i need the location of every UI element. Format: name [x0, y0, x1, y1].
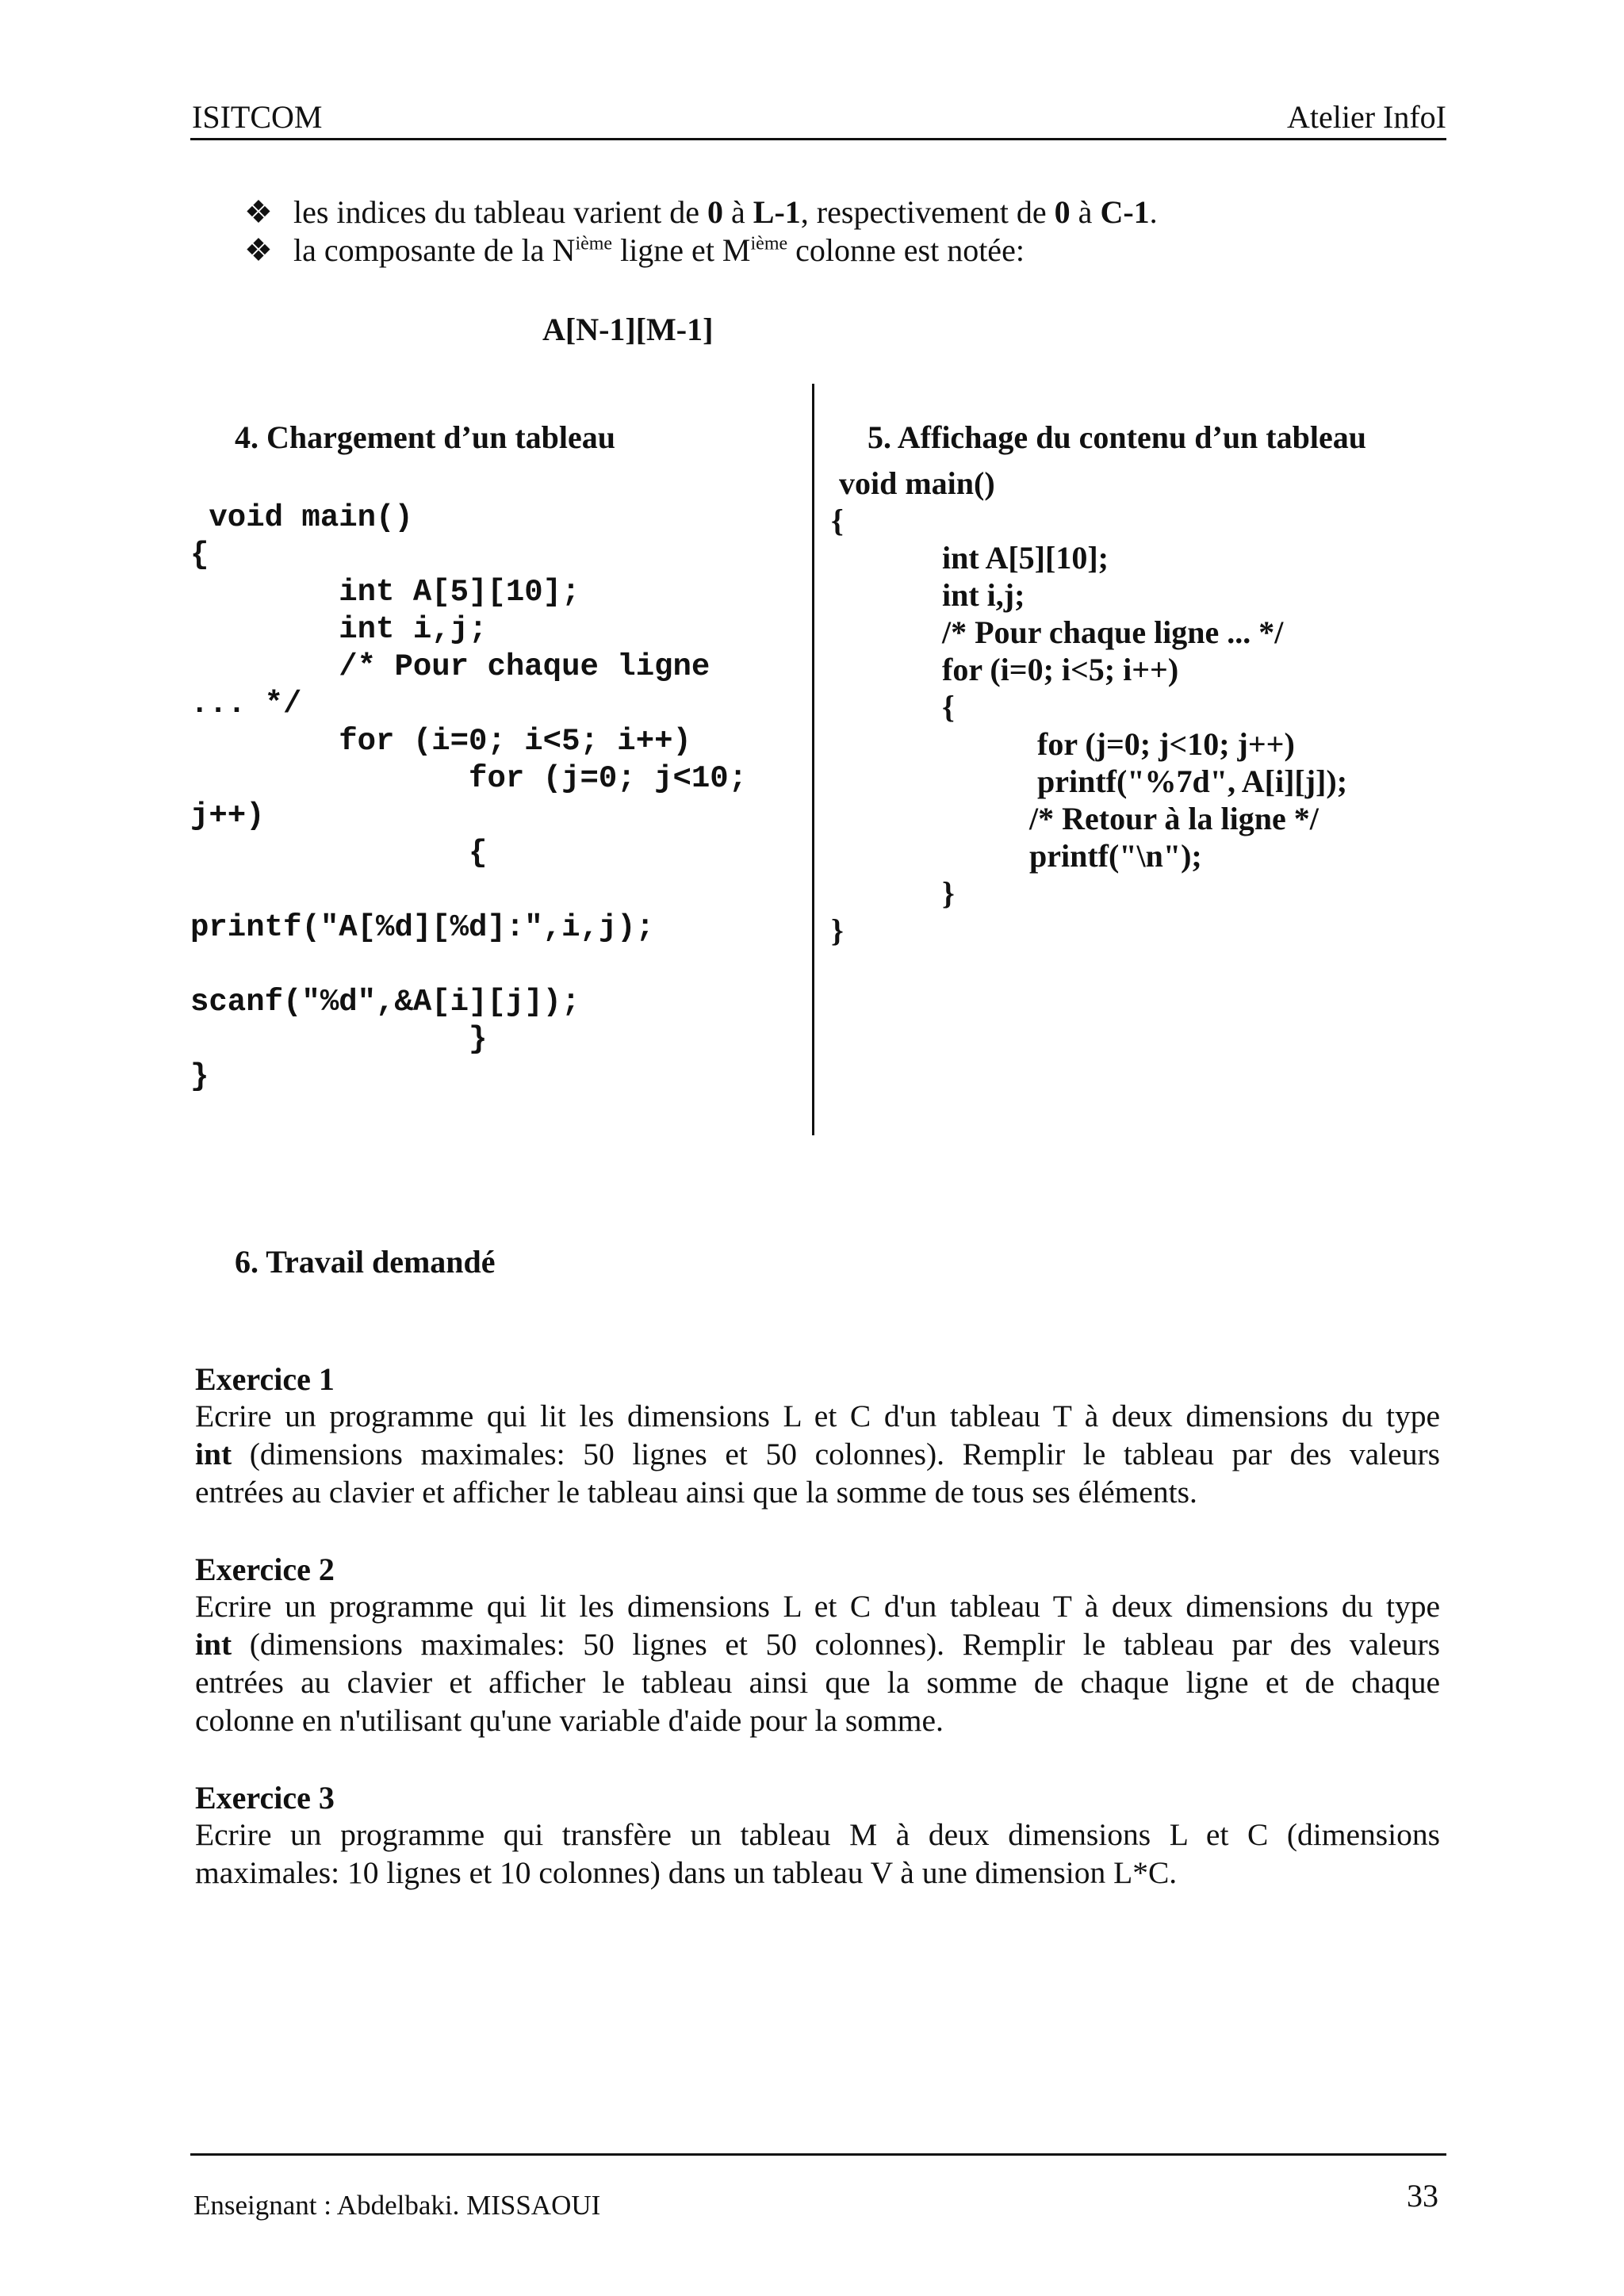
- section6-title: 6. Travail demandé: [235, 1244, 496, 1280]
- bullet-text-part: ième: [750, 233, 788, 254]
- code-line: for (j=0; j<10;: [190, 761, 748, 796]
- section4-code: [190, 499, 747, 1096]
- code-line: }: [190, 1022, 488, 1057]
- section4-title: 4. Chargement d’un tableau: [235, 419, 616, 455]
- bullet-text-part: ième: [575, 233, 613, 254]
- paragraph-text: Ecrire un programme qui lit les dimensions L et C d'un tableau T à deux dimensions du type: [195, 1399, 1440, 1433]
- paragraph-text: int: [195, 1627, 232, 1662]
- bullet-composante: [244, 232, 1025, 269]
- code-line: {: [831, 503, 844, 538]
- bullet-text-part: colonne est notée:: [787, 232, 1025, 268]
- paragraph-line: [195, 1397, 1440, 1435]
- paragraph-text: (dimensions maximales: 50 lignes et 50 colonnes). Remplir le tableau par des valeurs: [232, 1437, 1440, 1471]
- code-line: j++): [190, 798, 265, 833]
- paragraph-line: [195, 1701, 1440, 1739]
- paragraph-line: [195, 1473, 1440, 1511]
- exercise-3-text: [195, 1816, 1440, 1892]
- code-line: /* Pour chaque ligne ... */: [831, 614, 1284, 650]
- exercise-1-title: Exercice 1: [195, 1361, 335, 1397]
- bullet-indices: [244, 193, 1158, 231]
- code-line: {: [190, 538, 209, 572]
- paragraph-text: maximales: 10 lignes et 10 colonnes) dans un tableau V à une dimension L*C.: [195, 1855, 1178, 1890]
- notation: A[N-1][M-1]: [542, 312, 714, 347]
- bullet-text-part: C-1: [1100, 194, 1150, 230]
- code-line: int A[5][10];: [831, 540, 1109, 576]
- paragraph-text: entrées au clavier et afficher le tableau ainsi que la somme de tous ses éléments.: [195, 1475, 1197, 1510]
- code-line: {: [190, 836, 488, 871]
- bullet-text-part: 0: [1054, 194, 1071, 230]
- bullet-text-part: les indices du tableau varient de: [293, 194, 708, 230]
- code-line: for (i=0; i<5; i++): [190, 724, 691, 759]
- code-line: {: [831, 689, 955, 725]
- code-line: }: [190, 1059, 209, 1094]
- code-line: void main(): [831, 465, 995, 501]
- code-line: int A[5][10];: [190, 575, 580, 610]
- bullet-text-part: 0: [707, 194, 724, 230]
- exercise-2-text: [195, 1587, 1440, 1739]
- bullet-symbol: ❖: [244, 232, 273, 268]
- bullet-text-part: ligne et M: [612, 232, 751, 268]
- paragraph-line: [195, 1816, 1440, 1854]
- code-line: [190, 947, 747, 984]
- bullet-text-part: à: [723, 194, 753, 230]
- exercise-3-title: Exercice 3: [195, 1780, 335, 1816]
- code-line: printf("%7d", A[i][j]);: [831, 763, 1348, 799]
- paragraph-text: colonne en n'utilisant qu'une variable d'aide pour la somme.: [195, 1703, 944, 1738]
- bullet-text-part: L-1: [753, 194, 801, 230]
- paragraph-text: Ecrire un programme qui lit les dimensions L et C d'un tableau T à deux dimensions du type: [195, 1589, 1440, 1624]
- paragraph-text: Ecrire un programme qui transfère un tableau M à deux dimensions L et C (dimensions: [195, 1817, 1440, 1852]
- footer-rule: [190, 2153, 1446, 2156]
- bullet-text-part: .: [1149, 194, 1158, 230]
- header-left: ISITCOM: [192, 99, 323, 135]
- paragraph-line: [195, 1587, 1440, 1625]
- bullet-text-part: à: [1070, 194, 1101, 230]
- code-line: /* Pour chaque ligne: [190, 649, 710, 684]
- code-line: printf("A[%d][%d]:",i,j);: [190, 910, 655, 945]
- column-divider: [812, 384, 814, 1135]
- code-line: for (j=0; j<10; j++): [831, 726, 1295, 762]
- code-line: int i,j;: [190, 612, 488, 647]
- exercise-1-text: [195, 1397, 1440, 1511]
- paragraph-text: int: [195, 1437, 232, 1471]
- header-rule: [190, 138, 1446, 140]
- paragraph-line: [195, 1625, 1440, 1663]
- bullet-text-part: , respectivement de: [800, 194, 1055, 230]
- code-line: }: [831, 913, 844, 948]
- header-right: Atelier InfoI: [1286, 99, 1446, 135]
- code-line: ... */: [190, 687, 302, 721]
- bullet-text-part: la composante de la N: [293, 232, 576, 268]
- code-line: scanf("%d",&A[i][j]);: [190, 985, 580, 1020]
- exercise-2-title: Exercice 2: [195, 1552, 335, 1587]
- section5-code: [831, 465, 1347, 949]
- code-line: for (i=0; i<5; i++): [831, 652, 1179, 687]
- footer-teacher: Enseignant : Abdelbaki. MISSAOUI: [193, 2190, 601, 2221]
- code-line: }: [831, 875, 955, 911]
- paragraph-line: [195, 1854, 1440, 1892]
- paragraph-line: [195, 1663, 1440, 1701]
- section5-title: 5. Affichage du contenu d’un tableau: [868, 419, 1366, 455]
- code-line: void main(): [190, 500, 413, 535]
- code-line: /* Retour à la ligne */: [831, 801, 1319, 836]
- code-line: printf("\n");: [831, 838, 1202, 874]
- bullet-symbol: ❖: [244, 194, 273, 230]
- page-number: 33: [1407, 2178, 1438, 2214]
- paragraph-text: (dimensions maximales: 50 lignes et 50 colonnes). Remplir le tableau par des valeurs: [232, 1627, 1440, 1662]
- paragraph-text: entrées au clavier et afficher le tableau ainsi que la somme de chaque ligne et de chaque: [195, 1665, 1440, 1700]
- paragraph-line: [195, 1435, 1440, 1473]
- code-line: [190, 872, 747, 909]
- code-line: int i,j;: [831, 577, 1025, 613]
